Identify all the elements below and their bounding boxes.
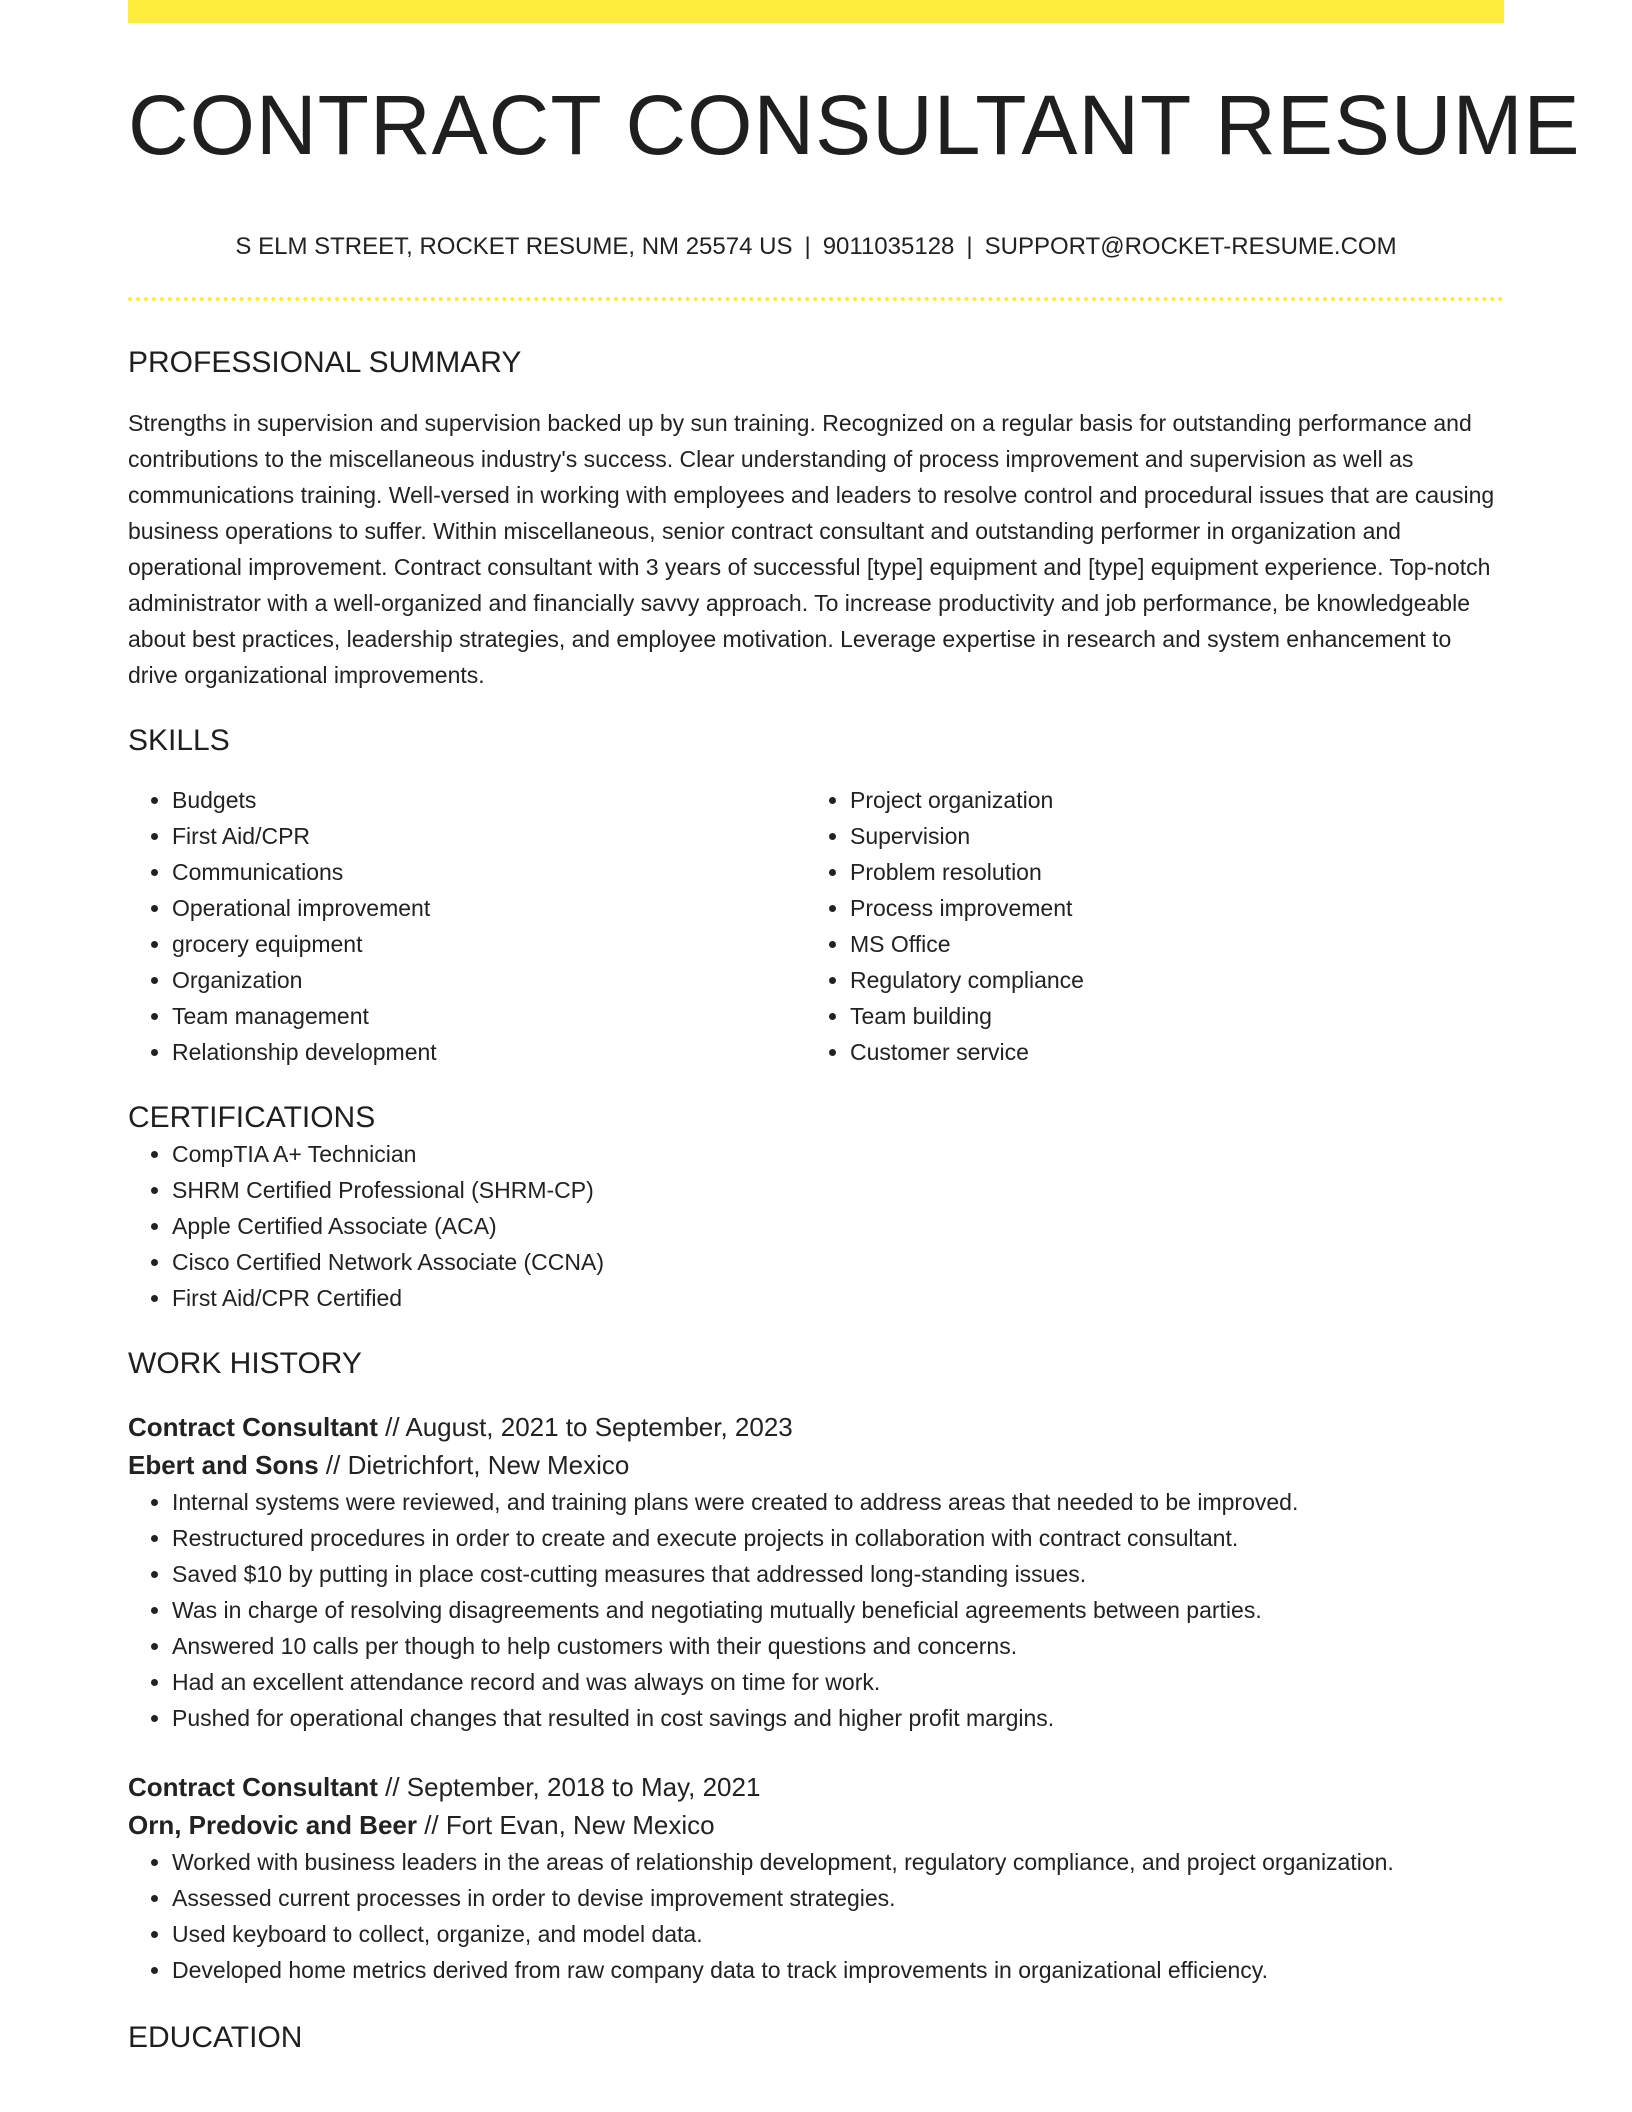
skill-item: • Operational improvement — [172, 890, 806, 926]
job-duties-list — [128, 1844, 1504, 1988]
skill-item: • Process improvement — [850, 890, 1484, 926]
job-title-line — [128, 1408, 1504, 1446]
contact-line — [128, 233, 1504, 262]
work-history-heading: WORK HISTORY — [128, 1346, 362, 1380]
skill-item: • Team management — [172, 998, 806, 1034]
skill-item: • Customer service — [850, 1034, 1484, 1070]
skills-column-left — [128, 782, 806, 1070]
skill-item: • Team building — [850, 998, 1484, 1034]
skill-item: • Project organization — [850, 782, 1484, 818]
certification-item: • First Aid/CPR Certified — [172, 1280, 1504, 1316]
skill-item: • First Aid/CPR — [172, 818, 806, 854]
certification-item: • Cisco Certified Network Associate (CCNA) — [172, 1244, 1504, 1280]
skills-column-right — [806, 782, 1484, 1070]
job-location: // Dietrichfort, New Mexico — [318, 1449, 630, 1480]
job-location: // Fort Evan, New Mexico — [416, 1809, 715, 1840]
job-company: Ebert and Sons — [128, 1449, 319, 1480]
job-dates: // August, 2021 to September, 2023 — [377, 1411, 793, 1442]
job-duty-item: • Used keyboard to collect, organize, and model data. — [172, 1916, 1504, 1952]
job-duty-item: • Pushed for operational changes that resulted in cost savings and higher profit margins. — [172, 1700, 1504, 1736]
job-dates: // September, 2018 to May, 2021 — [377, 1771, 761, 1802]
skill-item: • grocery equipment — [172, 926, 806, 962]
certification-item: • CompTIA A+ Technician — [172, 1136, 1504, 1172]
job-duty-item: • Assessed current processes in order to devise improvement strategies. — [172, 1880, 1504, 1916]
job-entry — [128, 1768, 1504, 1988]
contact-separator: | — [804, 233, 811, 260]
certification-item: • Apple Certified Associate (ACA) — [172, 1208, 1504, 1244]
job-duty-item: • Internal systems were reviewed, and training plans were created to address areas that needed to be improved. — [172, 1484, 1504, 1520]
skill-item: • Organization — [172, 962, 806, 998]
job-duty-item: • Was in charge of resolving disagreements and negotiating mutually beneficial agreements between parties. — [172, 1592, 1504, 1628]
job-company-line — [128, 1446, 1504, 1484]
skill-item: • Budgets — [172, 782, 806, 818]
job-title: Contract Consultant — [128, 1771, 378, 1802]
job-title: Contract Consultant — [128, 1411, 378, 1442]
job-duties-list — [128, 1484, 1504, 1736]
contact-email: SUPPORT@ROCKET-RESUME.COM — [984, 233, 1397, 260]
education-heading: EDUCATION — [128, 2020, 303, 2054]
resume-title: CONTRACT CONSULTANT RESUME — [128, 78, 1581, 172]
job-company-line — [128, 1806, 1504, 1844]
dotted-divider — [128, 297, 1504, 301]
skill-item: • Problem resolution — [850, 854, 1484, 890]
skill-item: • Regulatory compliance — [850, 962, 1484, 998]
job-duty-item: • Restructured procedures in order to create and execute projects in collaboration with contract consultant. — [172, 1520, 1504, 1556]
contact-separator: | — [966, 233, 973, 260]
contact-address: S ELM STREET, ROCKET RESUME, NM 25574 US — [235, 233, 793, 260]
skills-list-left — [128, 782, 806, 1070]
top-accent-bar — [128, 0, 1504, 23]
skills-columns — [128, 782, 1504, 1070]
skill-item: • MS Office — [850, 926, 1484, 962]
resume-page — [128, 0, 1581, 2056]
job-duty-item: • Answered 10 calls per though to help customers with their questions and concerns. — [172, 1628, 1504, 1664]
summary-heading: PROFESSIONAL SUMMARY — [128, 345, 522, 379]
certifications-heading: CERTIFICATIONS — [128, 1100, 376, 1134]
skill-item: • Communications — [172, 854, 806, 890]
job-duty-item: • Had an excellent attendance record and was always on time for work. — [172, 1664, 1504, 1700]
skills-list-right — [806, 782, 1484, 1070]
job-company: Orn, Predovic and Beer — [128, 1809, 417, 1840]
certifications-list — [128, 1136, 1504, 1316]
job-entry — [128, 1408, 1504, 1736]
job-duty-item: • Saved $10 by putting in place cost-cutting measures that addressed long-standing issues. — [172, 1556, 1504, 1592]
job-duty-item: • Worked with business leaders in the areas of relationship development, regulatory compliance, and project organization. — [172, 1844, 1504, 1880]
skill-item: • Relationship development — [172, 1034, 806, 1070]
certification-item: • SHRM Certified Professional (SHRM-CP) — [172, 1172, 1504, 1208]
skills-heading: SKILLS — [128, 723, 230, 757]
contact-phone: 9011035128 — [822, 233, 955, 260]
job-duty-item: • Developed home metrics derived from raw company data to track improvements in organizational efficiency. — [172, 1952, 1504, 1988]
job-title-line — [128, 1768, 1504, 1806]
skill-item: • Supervision — [850, 818, 1484, 854]
summary-text: Strengths in supervision and supervision backed up by sun training. Recognized on a regular basis for outstanding performance and contributions to the miscellaneous industry's success. Clear understanding of process improvement and supervision as well as communications training. Well-versed in working with employees and leaders to resolve control and procedural issues that are causing business operations to suffer. Within miscellaneous, senior contract consultant and outstanding performer in organization and operational improvement. Contract consultant with 3 years of successful [type] equipment and [type] equipment experience. Top-notch administrator with a well-organized and financially savvy approach. To increase productivity and job performance, be knowledgeable about best practices, leadership strategies, and employee motivation. Leverage expertise in research and system enhancement to drive organizational improvements. — [128, 409, 1495, 688]
